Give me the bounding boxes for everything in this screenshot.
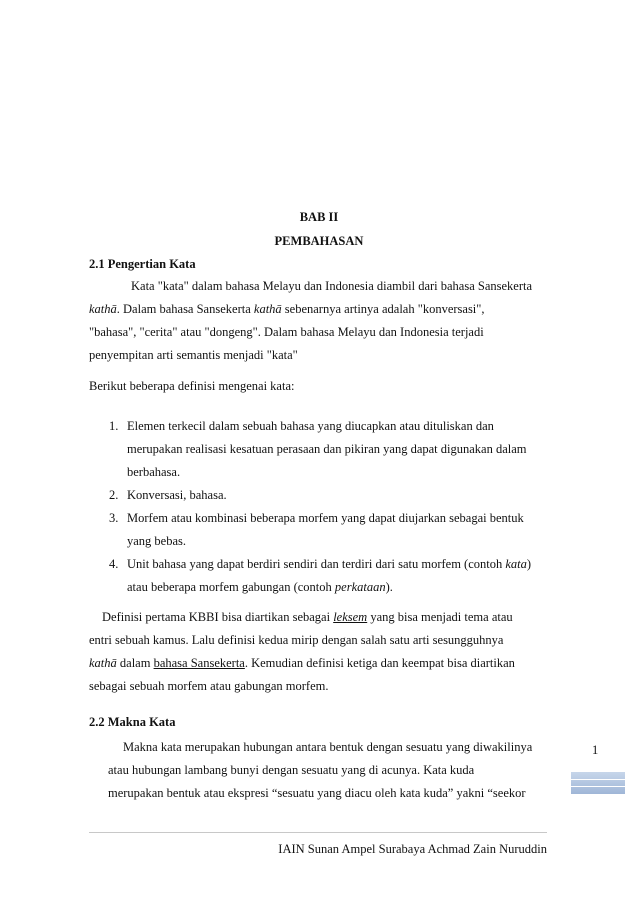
meaning-line-3: merupakan bentuk atau ekspresi “sesuatu yang diacu oleh kata kuda” yakni “seekor [108,786,526,800]
chapter-number: BAB II [299,210,339,224]
intro-paragraph [89,275,547,367]
closing-paragraph: Definisi pertama KBBI bisa diartikan sebagai leksem yang bisa menjadi tema atau entri sebuah kamus. Lalu definisi kedua mirip dengan salah satu arti sesungguhnya kathā dalam bahasa Sansekerta. Kemudian definisi ketiga dan keempat bisa diartikan sebagai sebuah morfem atau gabungan morfem. [89,606,547,698]
kathā-term: kathā [253,302,282,316]
list-item: 4. Unit bahasa yang dapat berdiri sendiri dan terdiri dari satu morfem (contoh kata) atau beberapa morfem gabungan (contoh perkataan). [109,557,532,594]
footer-divider [89,832,547,833]
sanskrit-link[interactable]: bahasa Sansekerta [153,656,245,670]
meaning-line-1: Makna kata merupakan hubungan antara bentuk dengan sesuatu yang diwakilinya [123,740,533,754]
list-item: 1. Elemen terkecil dalam sebuah bahasa yang diucapkan atau dituliskan dan merupakan realisasi kesatuan perasaan dan pikiran yang dapat digunakan dalam berbahasa. [109,419,527,479]
intro-line-3: "bahasa", "cerita" atau "dongeng". Dalam bahasa Melayu dan Indonesia terjadi [89,325,484,339]
meaning-line-2: atau hubungan lambang bunyi dengan sesuatu yang di acunya. Kata kuda [108,763,475,777]
kathā-term: kathā [89,302,117,316]
chapter-title: PEMBAHASAN [274,234,364,248]
definition-list [89,415,547,599]
leksem-link[interactable]: leksem [333,610,368,624]
intro-line-1: Kata "kata" dalam bahasa Melayu dan Indonesia diambil dari bahasa Sansekerta [131,279,533,293]
closing-line-2: entri sebuah kamus. Lalu definisi kedua mirip dengan salah satu arti sesungguhnya [89,633,504,647]
kathā-term: kathā [89,656,117,670]
perkataan-term: perkataan [334,580,386,594]
section-heading-1: 2.1 Pengertian Kata [89,257,196,271]
list-item: 3. Morfem atau kombinasi beberapa morfem yang dapat diujarkan sebagai bentuk yang bebas. [109,511,524,548]
intro-line-2: kathā. Dalam bahasa Sansekerta kathā sebenarnya artinya adalah "konversasi", [89,302,485,316]
closing-line-4: sebagai sebuah morfem atau gabungan morfem. [89,679,329,693]
kata-term: kata [505,557,527,571]
section-heading-2: 2.2 Makna Kata [89,715,176,729]
page-tab-decoration [571,772,625,794]
meaning-paragraph [108,736,547,805]
list-intro: Berikut beberapa definisi mengenai kata: [89,379,295,393]
page-number: 1 [592,743,599,757]
list-item: 2. Konversasi, bahasa. [109,488,227,502]
footer-text: IAIN Sunan Ampel Surabaya Achmad Zain Nuruddin [278,842,547,856]
intro-line-4: penyempitan arti semantis menjadi "kata" [89,348,298,362]
